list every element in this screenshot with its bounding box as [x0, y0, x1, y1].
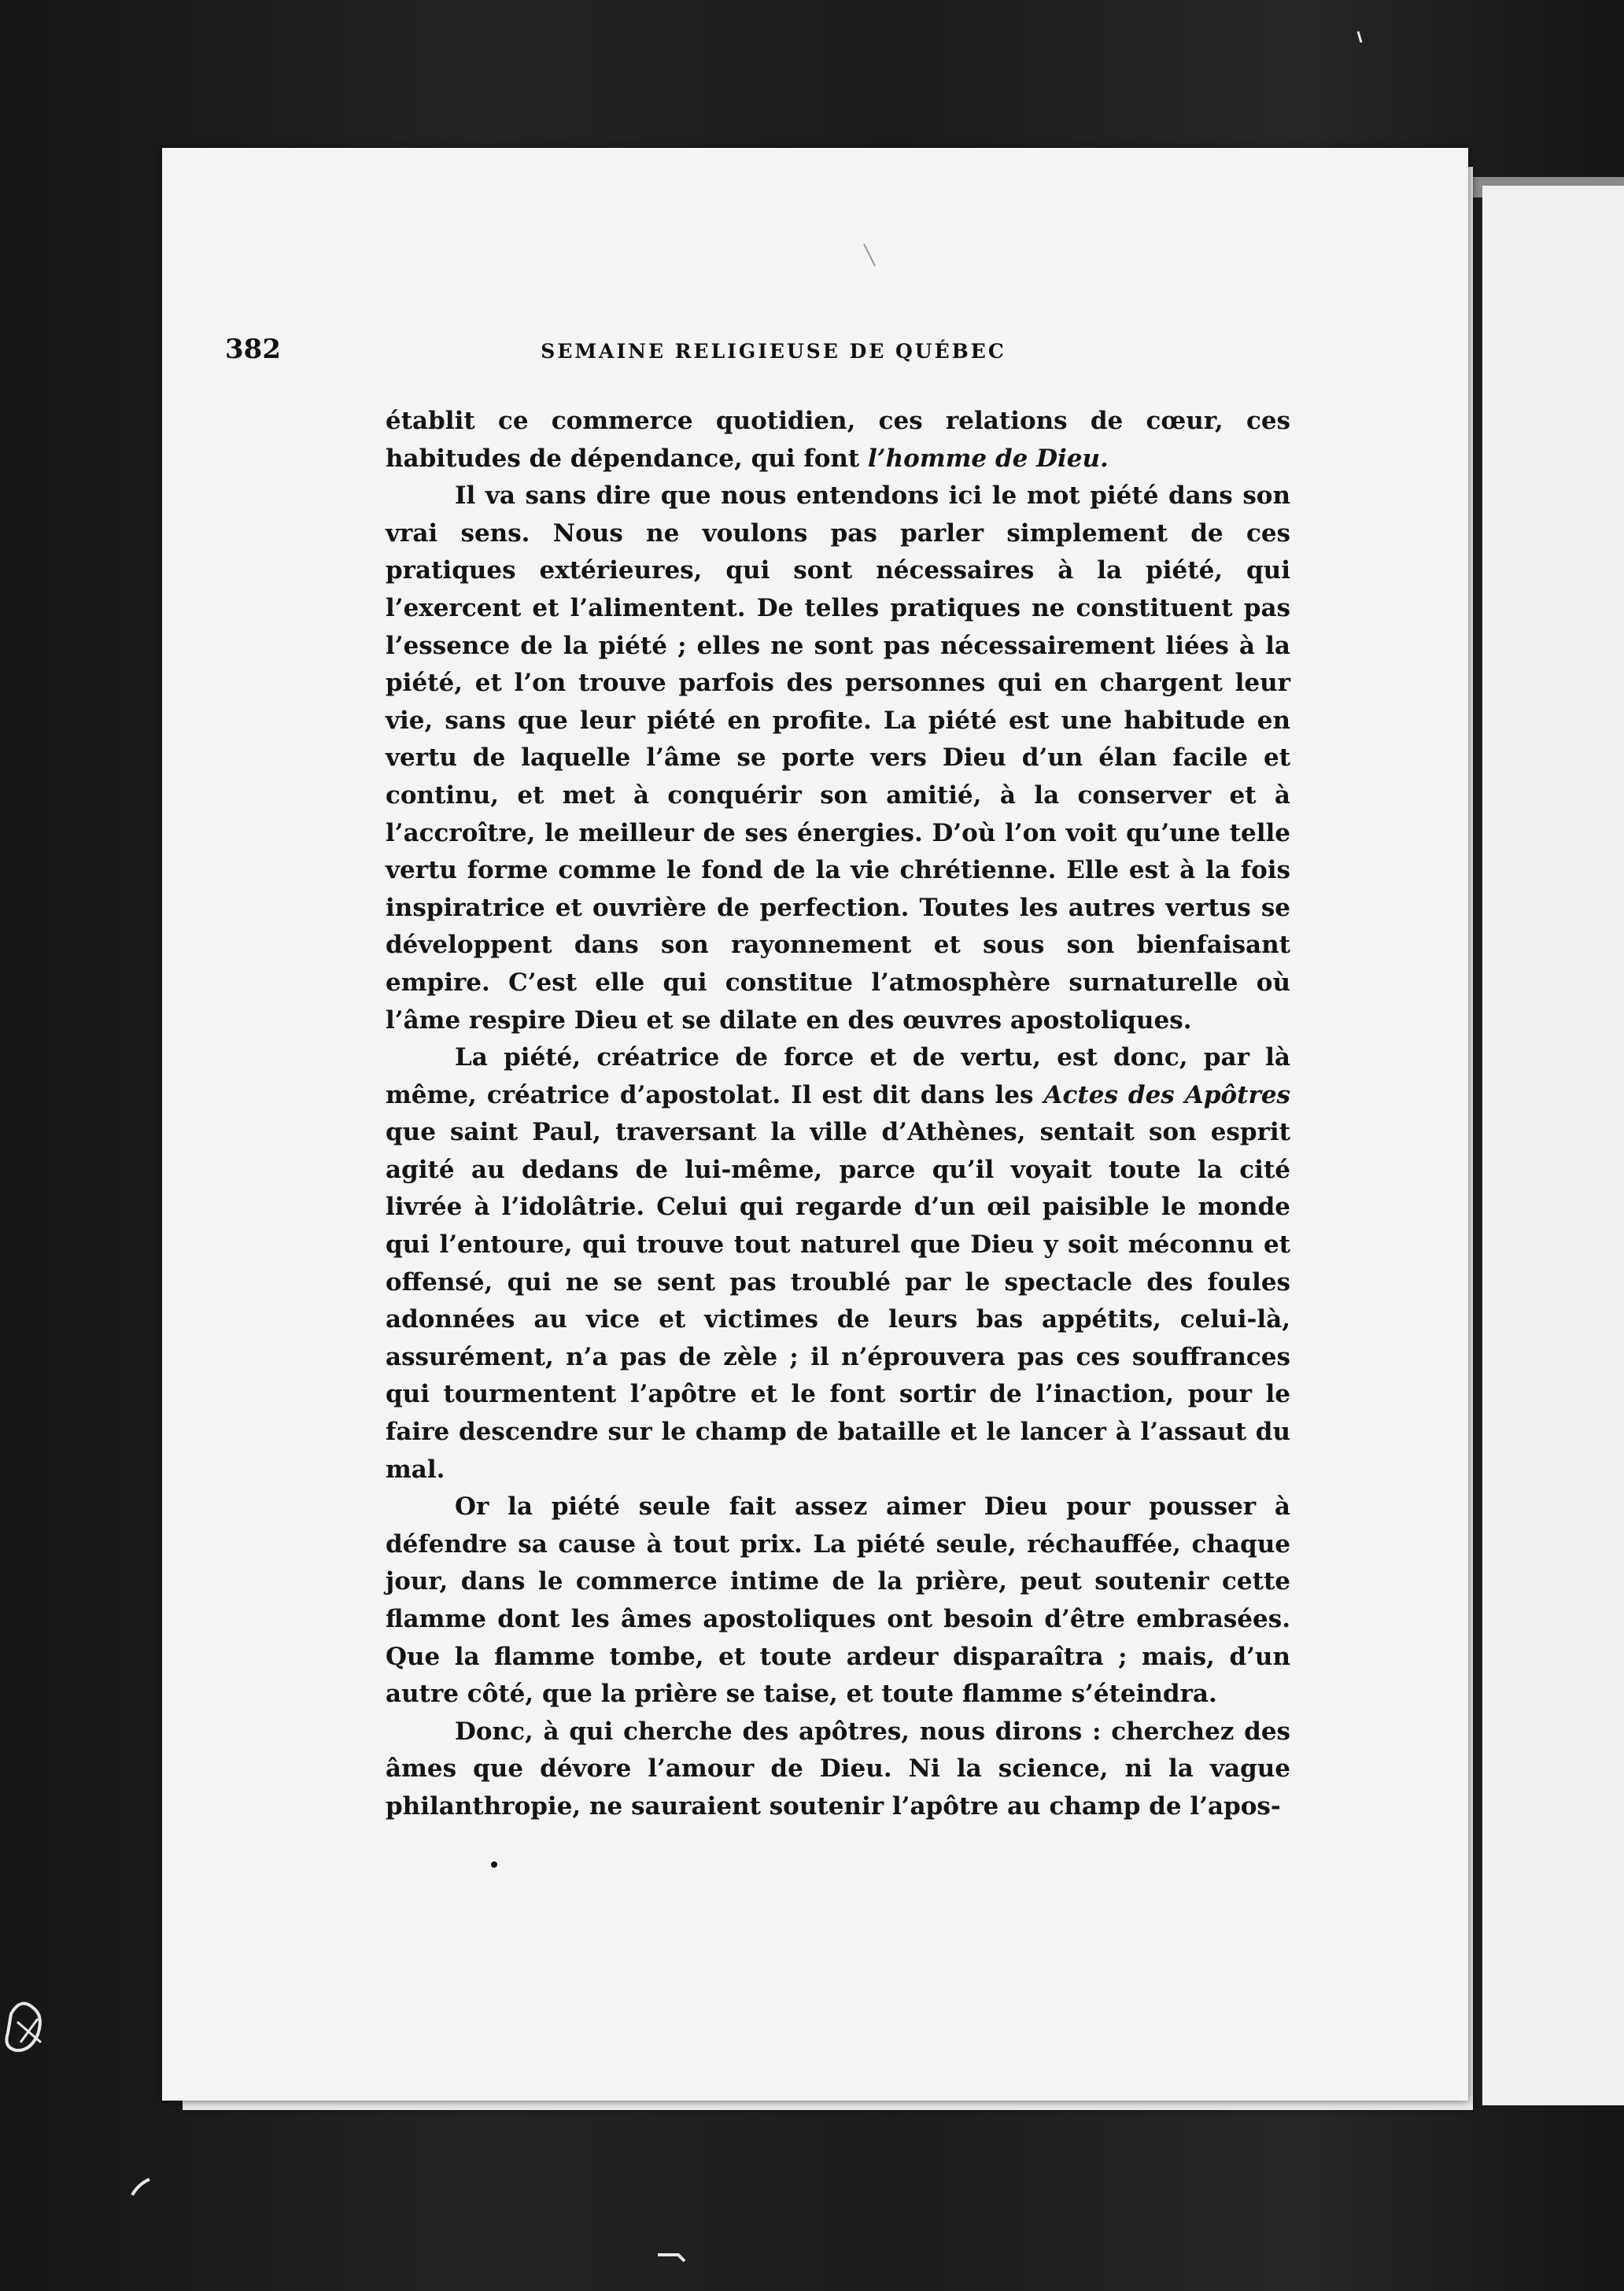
paragraph	[386, 1489, 1290, 1714]
paragraph	[386, 478, 1290, 1039]
paragraph-text: La piété, créatrice de force et de vertu, est donc, par là même, créatrice d’apostolat. Il est dit dans les	[386, 1043, 1290, 1109]
page-number: 382	[225, 334, 281, 365]
paragraph	[386, 1714, 1290, 1826]
italic-text: l’homme de Dieu.	[868, 444, 1109, 473]
paragraph	[386, 1039, 1290, 1489]
paragraph	[386, 403, 1290, 478]
paragraph-text: établit ce commerce quotidien, ces relations de cœur, ces habitudes de dépendance, qui font	[386, 407, 1290, 473]
paragraph-text: Donc, à qui cherche des apôtres, nous dirons : cherchez des âmes que dévore l’amour de Dieu. Ni la science, ni la vague philanthropie, ne sauraient soutenir l’apôtre au champ de l’apos-	[386, 1717, 1290, 1821]
italic-text: Actes des Apôtres	[1043, 1080, 1290, 1109]
ink-speck	[491, 1861, 497, 1868]
paragraph-text: Or la piété seule fait assez aimer Dieu pour pousser à défendre sa cause à tout prix. La piété seule, réchauffée, chaque jour, dans le commerce intime de la prière, peut soutenir cette flamme dont les âmes apostoliques ont besoin d’être embrasées. Que la flamme tombe, et toute ardeur disparaîtra ; mais, d’un autre côté, que la prière se taise, et toute flamme s’éteindra.	[386, 1492, 1290, 1709]
paragraph-text: Il va sans dire que nous entendons ici le mot piété dans son vrai sens. Nous ne voulons pas parler simplement de ces pratiques extérieures, qui sont nécessaires à la piété, qui l’exercent et l’alimentent. De telles pratiques ne constituent pas l’essence de la piété ; elles ne sont pas nécessairement liées à la piété, et l’on trouve parfois des personnes qui en chargent leur vie, sans que leur piété en profite. La piété est une habitude en vertu de laquelle l’âme se porte vers Dieu d’un élan facile et continu, et met à conquérir son amitié, à la conserver et à l’accroître, le meilleur de ses énergies. D’où l’on voit qu’une telle vertu forme comme le fond de la vie chrétienne. Elle est à la fois inspiratrice et ouvrière de perfection. Toutes les autres vertus se développent dans son rayonnement et sous son bienfaisant empire. C’est elle qui constitue l’atmosphère surnaturelle où l’âme respire Dieu et se dilate en des œuvres apostoliques.	[386, 481, 1290, 1035]
running-head: SEMAINE RELIGIEUSE DE QUÉBEC	[541, 340, 1006, 363]
page-header	[225, 334, 1290, 381]
adjacent-page	[1482, 186, 1624, 2105]
body-text	[386, 403, 1290, 1826]
paragraph-text: que saint Paul, traversant la ville d’Athènes, sentait son esprit agité au dedans de lui-même, parce qu’il voyait toute la cité livrée à l’idolâtrie. Celui qui regarde d’un œil paisible le monde qui l’entoure, qui trouve tout naturel que Dieu y soit méconnu et offensé, qui ne se sent pas troublé par le spectacle des foules adonnées au vice et victimes de leurs bas appétits, celui-là, assurément, n’a pas de zèle ; il n’éprouvera pas ces souffrances qui tourmentent l’apôtre et le font sortir de l’inaction, pour le faire descendre sur le champ de bataille et le lancer à l’assaut du mal.	[386, 1118, 1290, 1484]
